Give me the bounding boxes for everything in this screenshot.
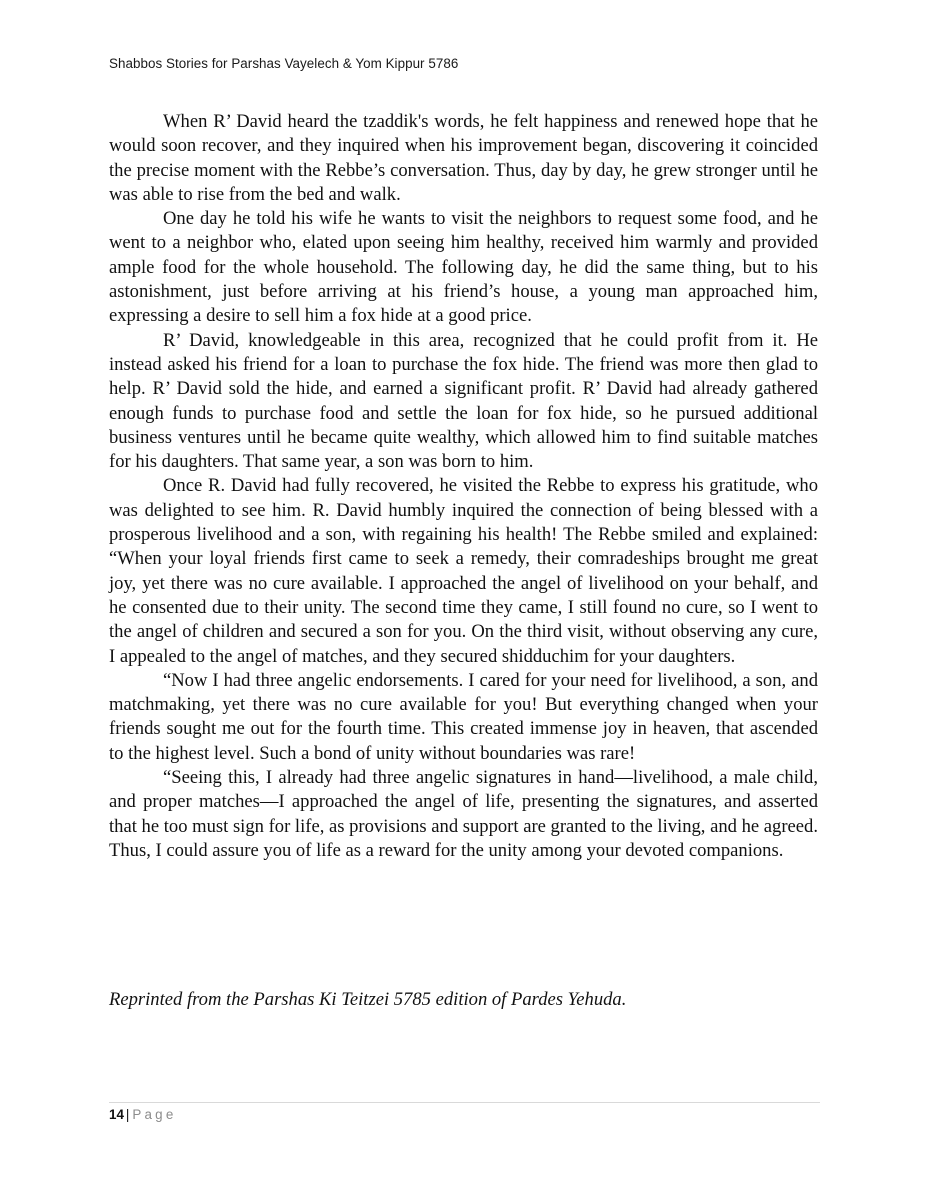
paragraph: One day he told his wife he wants to visit the neighbors to request some food, and he went to a neighbor who, elated upon seeing him healthy, received him warmly and provided ample food for the whole household. The following day, he did the same thing, but to his astonishment, just before arriving at his friend’s house, a young man approached him, expressing a desire to sell him a fox hide at a good price. — [109, 208, 818, 327]
paragraph: R’ David, knowledgeable in this area, recognized that he could profit from it. He instead asked his friend for a loan to purchase the fox hide. The friend was more then glad to help. R’ David sold the hide, and earned a significant profit. R’ David had already gathered enough funds to purchase food and settle the loan for fox hide, so he pursued additional business ventures until he became quite wealthy, which allowed him to find suitable matches for his daughters. That same year, a son was born to him. — [109, 329, 818, 473]
paragraph: “Seeing this, I already had three angelic signatures in hand—livelihood, a male child, and proper matches—I approached the angel of life, presenting the signatures, and asserted that he too must sign for life, as provisions and support are granted to the living, and he agreed. Thus, I could assure you of life as a reward for the unity among your devoted companions. — [109, 767, 818, 861]
story-body — [109, 110, 818, 863]
page-footer — [109, 1106, 176, 1124]
page-label: Page — [132, 1107, 177, 1122]
footer-divider — [109, 1102, 820, 1103]
page-separator: | — [125, 1107, 130, 1122]
page-number: 14 — [109, 1107, 124, 1122]
running-header: Shabbos Stories for Parshas Vayelech & Yom Kippur 5786 — [109, 56, 459, 71]
paragraph: Once R. David had fully recovered, he visited the Rebbe to express his gratitude, who was delighted to see him. R. David humbly inquired the connection of being blessed with a prosperous livelihood and a son, with regaining his health! The Rebbe smiled and explained: “When your loyal friends first came to seek a remedy, their comradeships brought me great joy, yet there was no cure available. I approached the angel of livelihood on your behalf, and he consented due to their unity. The second time they came, I still found no cure, so I went to the angel of children and secured a son for you. On the third visit, without observing any cure, I appealed to the angel of matches, and they secured shidduchim for your daughters. — [109, 475, 818, 667]
paragraph: When R’ David heard the tzaddik's words, he felt happiness and renewed hope that he would soon recover, and they inquired when his improvement began, discovering it coincided the precise moment with the Rebbe’s conversation. Thus, day by day, he grew stronger until he was able to rise from the bed and walk. — [109, 111, 818, 205]
reprint-credit: Reprinted from the Parshas Ki Teitzei 5785 edition of Pardes Yehuda. — [109, 989, 627, 1010]
paragraph: “Now I had three angelic endorsements. I cared for your need for livelihood, a son, and matchmaking, yet there was no cure available for you! But everything changed when your friends sought me out for the fourth time. This created immense joy in heaven, that ascended to the highest level. Such a bond of unity without boundaries was rare! — [109, 669, 818, 764]
